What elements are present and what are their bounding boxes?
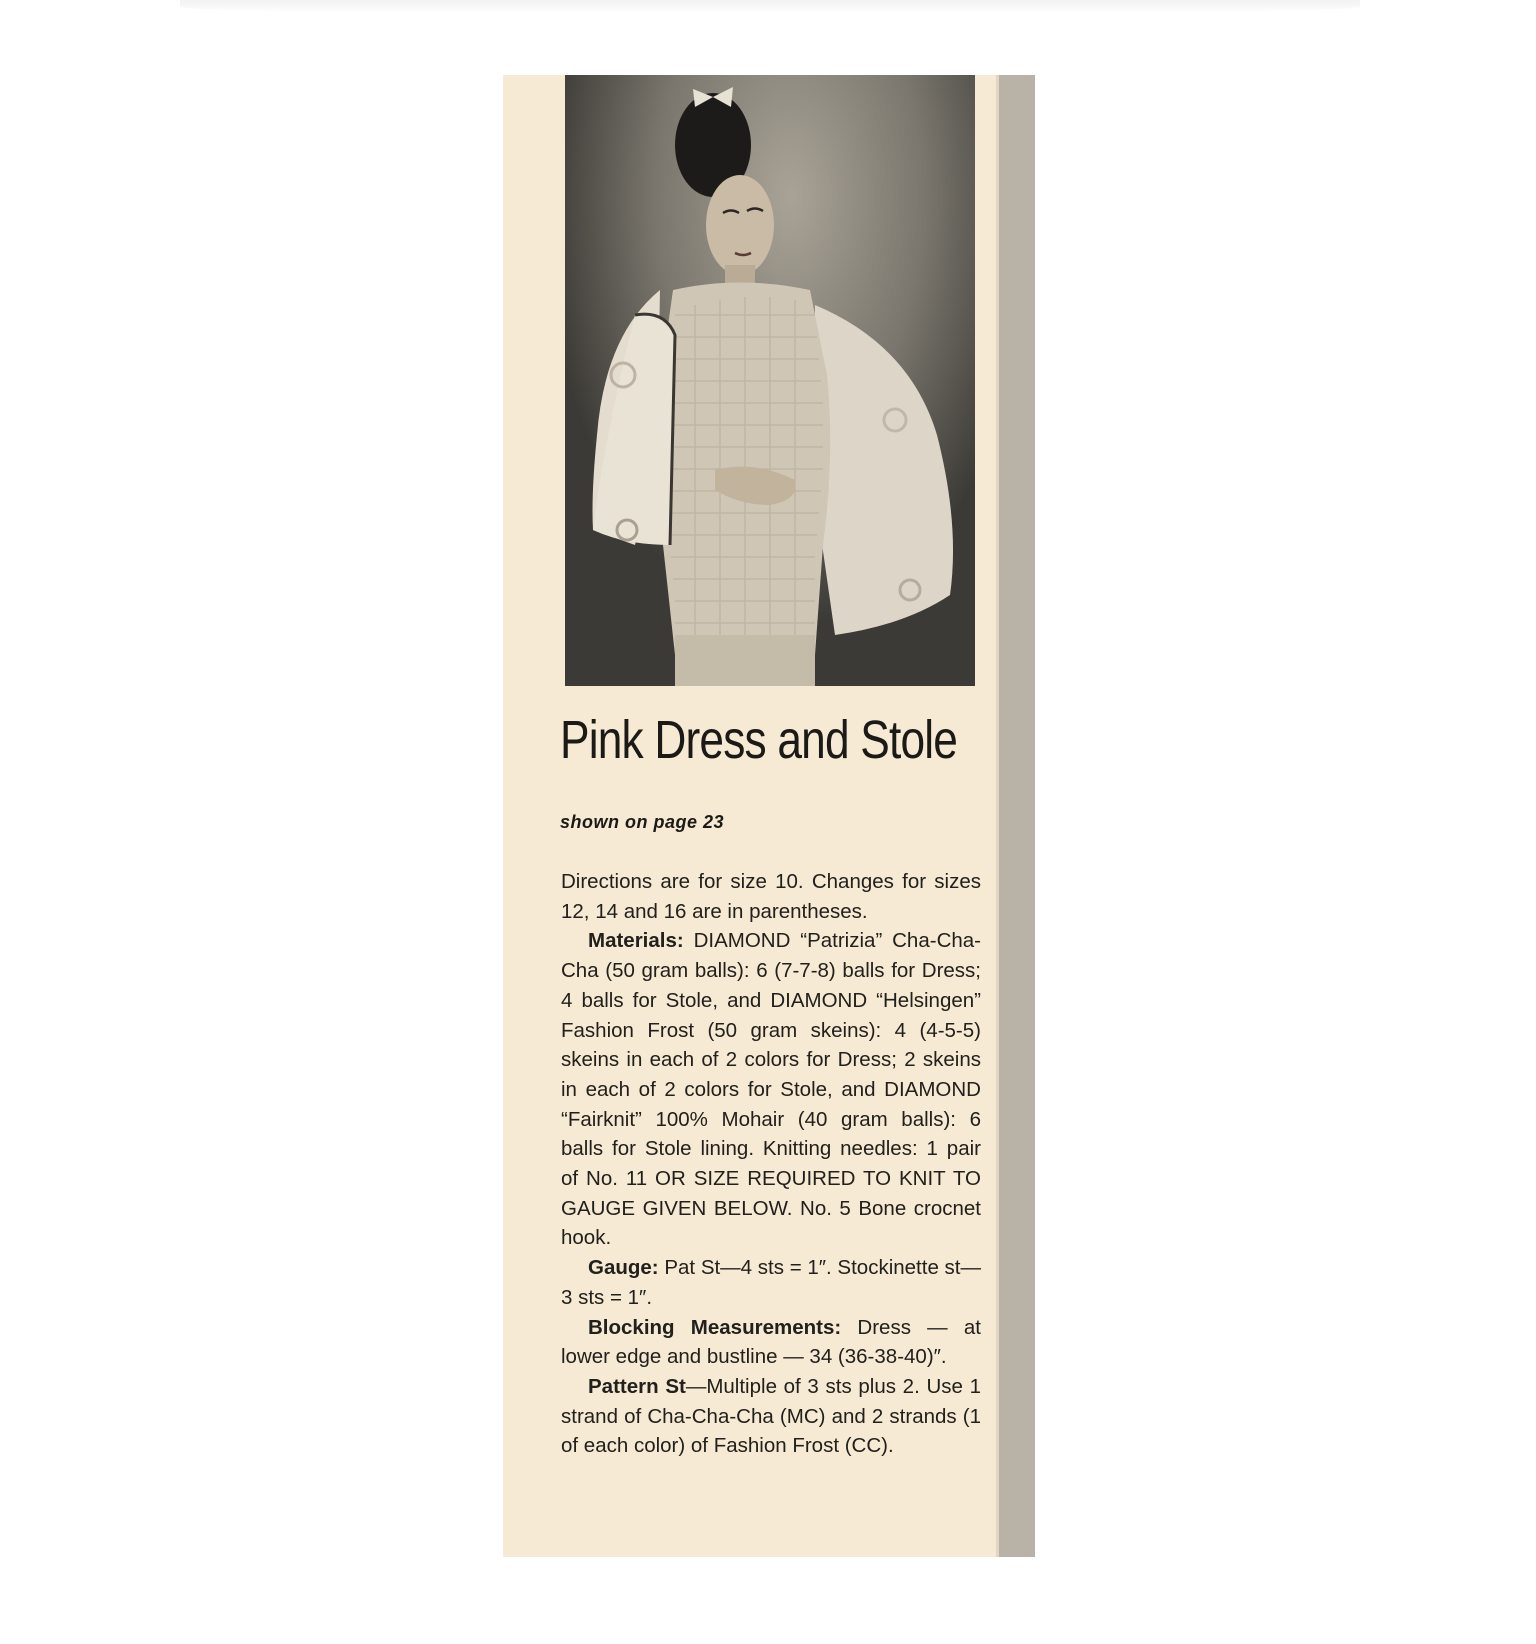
blocking-paragraph bbox=[561, 1313, 981, 1372]
intro-paragraph: Directions are for size 10. Changes for sizes 12, 14 and 16 are in parentheses. bbox=[561, 870, 981, 923]
pattern-label: Pattern St bbox=[588, 1374, 686, 1398]
materials-label: Materials: bbox=[588, 929, 684, 953]
blocking-label: Blocking Measurements: bbox=[588, 1315, 842, 1339]
gauge-paragraph bbox=[561, 1253, 981, 1312]
model-illustration bbox=[565, 75, 975, 686]
magazine-page bbox=[503, 75, 1035, 1557]
pattern-paragraph bbox=[561, 1372, 981, 1461]
article-subtitle: shown on page 23 bbox=[560, 812, 725, 832]
pattern-text: —Multiple of 3 sts plus 2. Use 1 strand of Cha-Cha-Cha (MC) and 2 strands (1 of each color) of Fashion Frost (CC). bbox=[561, 1374, 982, 1458]
page-top-shadow bbox=[180, 0, 1360, 14]
article-body bbox=[561, 867, 981, 1461]
face bbox=[706, 175, 774, 275]
gauge-text: Pat St—4 sts = 1″. Stockinette st—3 sts = 1″. bbox=[561, 1256, 981, 1309]
materials-paragraph bbox=[561, 926, 981, 1253]
stole-right bbox=[815, 305, 953, 635]
materials-text: DIAMOND “Patrizia” Cha-Cha-Cha (50 gram balls): 6 (7-7-8) balls for Dress; 4 balls for Stole, and DIAMOND “Helsingen” Fashion Frost (50 gram skeins): 4 (4-5-5) skeins in each of 2 colors for Dress; 2 skeins in each of 2 colors for Stole, and DIAMOND “Fairknit” 100% Mohair (40 gram balls): 6 balls for Stole lining. Knitting needles: 1 pair of No. 11 OR SIZE REQUIRED TO KNIT TO GAUGE GIVEN BELOW. No. 5 Bone crocnet hook. bbox=[561, 929, 981, 1250]
blocking-text: Dress — at lower edge and bustline — 34 (36-38-40)″. bbox=[561, 1315, 981, 1369]
page-gutter bbox=[999, 75, 1035, 1557]
gauge-label: Gauge: bbox=[588, 1256, 659, 1280]
model-photo bbox=[565, 75, 975, 686]
article-title: Pink Dress and Stole bbox=[560, 710, 958, 770]
